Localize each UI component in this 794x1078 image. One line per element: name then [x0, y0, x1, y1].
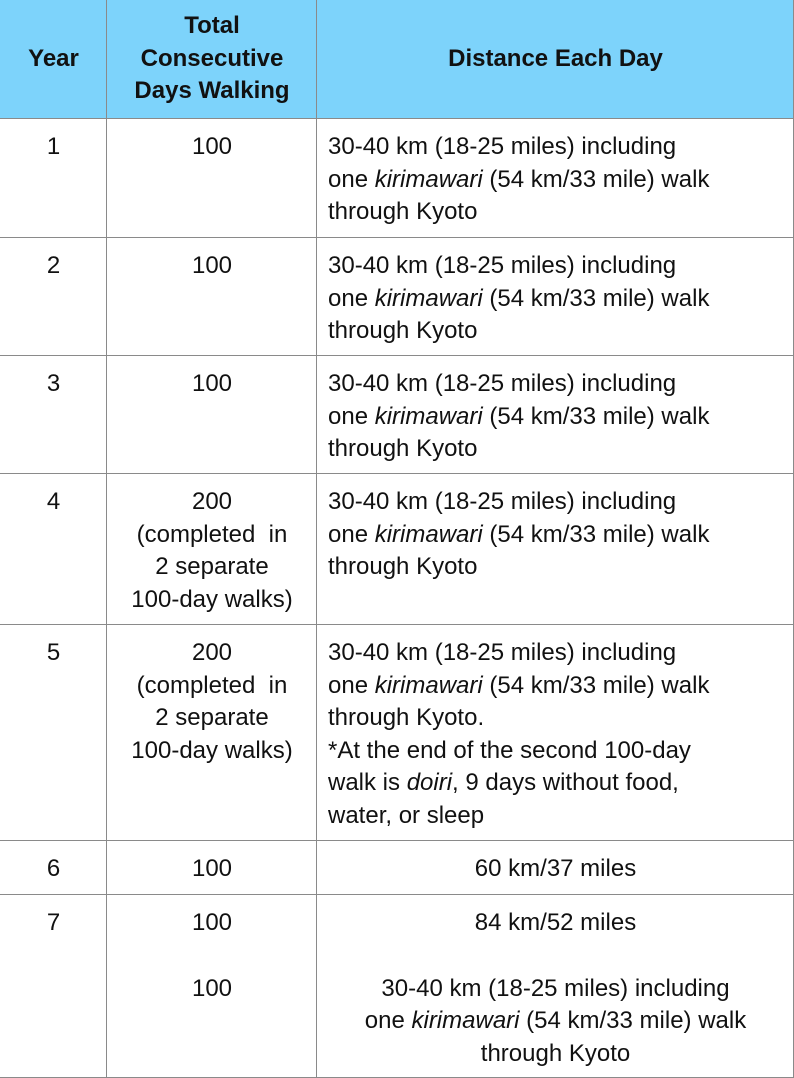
year-cell	[0, 625, 107, 840]
header-distance-text	[448, 43, 663, 76]
distance-line: walk is doiri, 9 days without food,	[328, 769, 679, 796]
year-value: 2	[46, 252, 61, 279]
header-line: Distance Each Day	[448, 44, 663, 72]
table-row	[0, 841, 794, 894]
distance-line: through Kyoto	[328, 435, 478, 462]
distance-line: 30-40 km (18-25 miles) including	[328, 252, 677, 279]
table-row	[0, 474, 794, 624]
row-divider	[0, 894, 794, 895]
days-cell	[107, 895, 317, 1078]
days-line: 100	[191, 855, 233, 882]
distance-line: 30-40 km (18-25 miles) including	[328, 639, 677, 666]
distance-line: one kirimawari (54 km/33 mile) walk	[328, 402, 710, 430]
distance-line: through Kyoto	[328, 198, 478, 225]
year-value: 6	[46, 855, 61, 882]
days-line: 100	[191, 974, 233, 1002]
days-cell	[107, 238, 317, 355]
distance-line: through Kyoto	[480, 1039, 631, 1067]
header-year	[0, 0, 107, 118]
row-divider	[0, 624, 794, 625]
distance-cell	[317, 238, 794, 355]
year-cell	[0, 895, 107, 1078]
column-divider	[316, 0, 317, 1078]
year-value: 7	[46, 909, 61, 936]
distance-line: one kirimawari (54 km/33 mile) walk	[328, 165, 710, 193]
days-cell	[107, 625, 317, 840]
header-days-text	[134, 10, 289, 108]
days-cell	[107, 356, 317, 473]
days-line: 100	[191, 133, 233, 160]
days-line: 2 separate	[155, 553, 269, 580]
distance-line: through Kyoto.	[328, 704, 485, 731]
table-row	[0, 238, 794, 355]
distance-line: through Kyoto	[328, 553, 478, 580]
distance-cell	[317, 625, 794, 840]
year-cell	[0, 356, 107, 473]
distance-cell	[317, 895, 794, 1078]
distance-cell	[317, 474, 794, 624]
year-value: 3	[46, 370, 61, 397]
year-cell	[0, 238, 107, 355]
table-row	[0, 895, 794, 1078]
row-divider	[0, 840, 794, 841]
year-cell	[0, 474, 107, 624]
days-line: 200	[191, 639, 233, 666]
header-line: Days Walking	[134, 77, 290, 105]
days-cell	[107, 119, 317, 237]
distance-cell	[317, 119, 794, 237]
row-divider	[0, 355, 794, 356]
table-header-row	[0, 0, 794, 118]
header-line: Year	[28, 44, 79, 72]
distance-cell	[317, 356, 794, 473]
distance-line: one kirimawari (54 km/33 mile) walk	[328, 520, 710, 548]
distance-spacer	[317, 940, 794, 973]
year-value: 5	[46, 639, 61, 666]
days-cell	[107, 841, 317, 894]
days-line: 100	[191, 252, 233, 279]
days-line: 100	[191, 370, 233, 397]
distance-line: 30-40 km (18-25 miles) including	[328, 133, 677, 160]
header-distance	[317, 0, 794, 118]
row-divider	[0, 237, 794, 238]
distance-line: *At the end of the second 100-day	[328, 736, 691, 764]
distance-line: one kirimawari (54 km/33 mile) walk	[328, 671, 710, 699]
distance-line: 30-40 km (18-25 miles) including	[328, 488, 677, 515]
header-line: Total	[184, 12, 240, 40]
distance-line: 30-40 km (18-25 miles) including	[381, 974, 730, 1002]
days-cell	[107, 474, 317, 624]
row-divider	[0, 118, 794, 119]
days-line: (completed in	[136, 671, 288, 699]
row-divider	[0, 473, 794, 474]
table-row	[0, 356, 794, 473]
table-row	[0, 625, 794, 840]
days-line: 2 separate	[155, 704, 269, 731]
header-line: Consecutive	[140, 44, 284, 72]
year-cell	[0, 119, 107, 237]
column-divider	[106, 0, 107, 1078]
days-line: 100	[191, 909, 233, 936]
days-spacer	[107, 940, 317, 973]
year-cell	[0, 841, 107, 894]
header-year-text	[28, 43, 79, 76]
distance-line: 84 km/52 miles	[474, 909, 637, 936]
days-line: 100-day walks)	[131, 736, 293, 764]
distance-line: 60 km/37 miles	[474, 855, 637, 882]
header-days	[107, 0, 317, 118]
distance-line: one kirimawari (54 km/33 mile) walk	[328, 284, 710, 312]
distance-line: 30-40 km (18-25 miles) including	[328, 370, 677, 397]
table-row	[0, 119, 794, 237]
days-line: 100-day walks)	[131, 585, 293, 613]
distance-line: water, or sleep	[328, 801, 485, 829]
distance-line: through Kyoto	[328, 317, 478, 344]
days-line: (completed in	[136, 520, 288, 548]
year-value: 1	[46, 133, 61, 160]
days-line: 200	[191, 488, 233, 515]
distance-cell	[317, 841, 794, 894]
distance-line: one kirimawari (54 km/33 mile) walk	[364, 1007, 747, 1034]
year-value: 4	[46, 488, 61, 515]
